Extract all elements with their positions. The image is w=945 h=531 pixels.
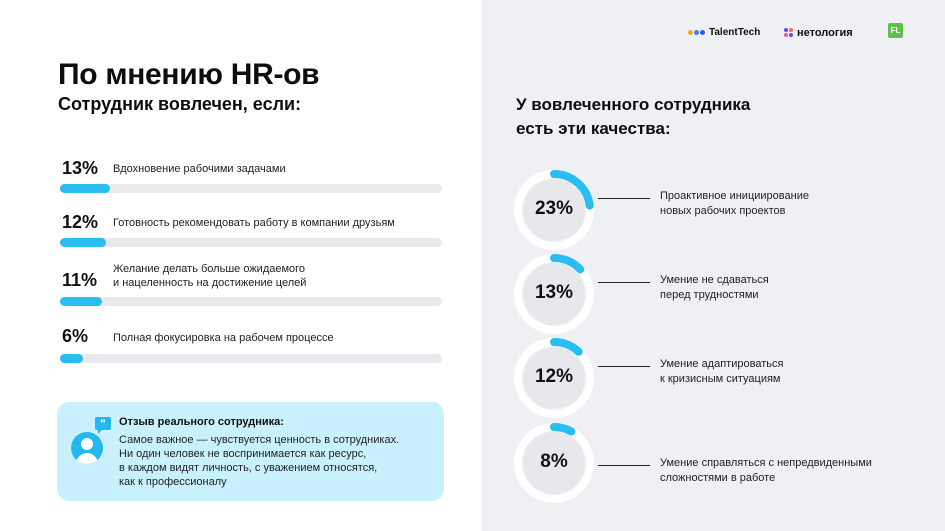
quality-label-line2: перед трудностями bbox=[660, 289, 759, 301]
stat-bar-fill bbox=[60, 297, 102, 306]
avatar-head bbox=[81, 438, 93, 450]
right-panel bbox=[482, 0, 945, 531]
stat-percent: 12% bbox=[62, 212, 99, 232]
quality-unforeseen bbox=[514, 423, 934, 503]
stat-focus bbox=[60, 326, 442, 366]
stat-bar-fill bbox=[60, 184, 110, 193]
talenttech-dots-icon bbox=[688, 26, 706, 40]
connector-line bbox=[598, 366, 650, 367]
quality-persistence bbox=[514, 254, 934, 334]
stat-percent: 11% bbox=[62, 270, 98, 290]
quality-proactive bbox=[514, 170, 934, 250]
quote-title: Отзыв реального сотрудника: bbox=[119, 416, 284, 428]
partner-logos bbox=[482, 26, 945, 46]
quality-percent: 13% bbox=[534, 282, 574, 303]
employee-quote-card bbox=[57, 402, 444, 501]
stat-bar-fill bbox=[60, 354, 83, 363]
netology-mark-icon bbox=[784, 28, 793, 37]
talenttech-logo bbox=[688, 26, 760, 40]
quality-label-line2: сложностями в работе bbox=[660, 472, 776, 484]
avatar-body bbox=[76, 453, 98, 464]
quote-line: в каждом видят личность, с уважением относятся, bbox=[119, 462, 378, 474]
stat-label-line2: и нацеленность на достижение целей bbox=[113, 277, 307, 289]
quote-text bbox=[119, 433, 434, 489]
quality-label-line1: Умение адаптироваться bbox=[660, 358, 784, 370]
fl-logo: FL bbox=[888, 23, 903, 38]
stat-percent: 6% bbox=[62, 326, 89, 346]
stat-bar-track bbox=[60, 238, 442, 247]
quality-label-line1: Проактивное инициирование bbox=[660, 190, 809, 202]
quote-line: Самое важное — чувствуется ценность в сотрудниках. bbox=[119, 434, 400, 446]
connector-line bbox=[598, 465, 650, 466]
stat-percent: 13% bbox=[62, 158, 99, 178]
quality-label-line2: новых рабочих проектов bbox=[660, 205, 786, 217]
netology-logo bbox=[784, 26, 853, 40]
stat-bar-track bbox=[60, 184, 442, 193]
qualities-title bbox=[516, 93, 750, 141]
quote-line: как к профессионалу bbox=[119, 476, 227, 488]
stat-bar-fill bbox=[60, 238, 106, 247]
connector-line bbox=[598, 198, 650, 199]
qualities-title-line1: У вовлеченного сотрудника bbox=[516, 95, 751, 114]
quality-label-line1: Умение не сдаваться bbox=[660, 274, 769, 286]
stat-label: Вдохновение рабочими задачами bbox=[113, 163, 286, 175]
stat-label-line1: Желание делать больше ожидаемого bbox=[113, 263, 306, 275]
quality-percent: 12% bbox=[534, 366, 574, 387]
stat-bar-track bbox=[60, 354, 442, 363]
stat-desire bbox=[60, 262, 442, 302]
talenttech-logo-text: TalentTech bbox=[709, 27, 761, 38]
quality-percent: 8% bbox=[540, 451, 568, 472]
user-avatar-icon bbox=[71, 432, 103, 464]
quote-line: Ни один человек не воспринимается как ресурс, bbox=[119, 448, 367, 460]
stat-label: Готовность рекомендовать работу в компании друзьям bbox=[113, 217, 395, 229]
connector-line bbox=[598, 282, 650, 283]
stat-bar-track bbox=[60, 297, 442, 306]
qualities-title-line2: есть эти качества: bbox=[516, 119, 671, 138]
quality-label-line1: Умение справляться с непредвиденными bbox=[660, 457, 872, 469]
stat-recommend bbox=[60, 210, 442, 250]
quote-icon: " bbox=[95, 417, 111, 430]
stat-label: Полная фокусировка на рабочем процессе bbox=[113, 332, 334, 344]
page-subtitle: Сотрудник вовлечен, если: bbox=[58, 94, 302, 114]
quality-label-line2: к кризисным ситуациям bbox=[660, 373, 781, 385]
stat-inspiration bbox=[60, 156, 442, 196]
page-title: По мнению HR-ов bbox=[58, 58, 320, 91]
quality-percent: 23% bbox=[534, 198, 574, 219]
netology-logo-text: нетология bbox=[797, 27, 853, 39]
quality-adaptation bbox=[514, 338, 934, 418]
